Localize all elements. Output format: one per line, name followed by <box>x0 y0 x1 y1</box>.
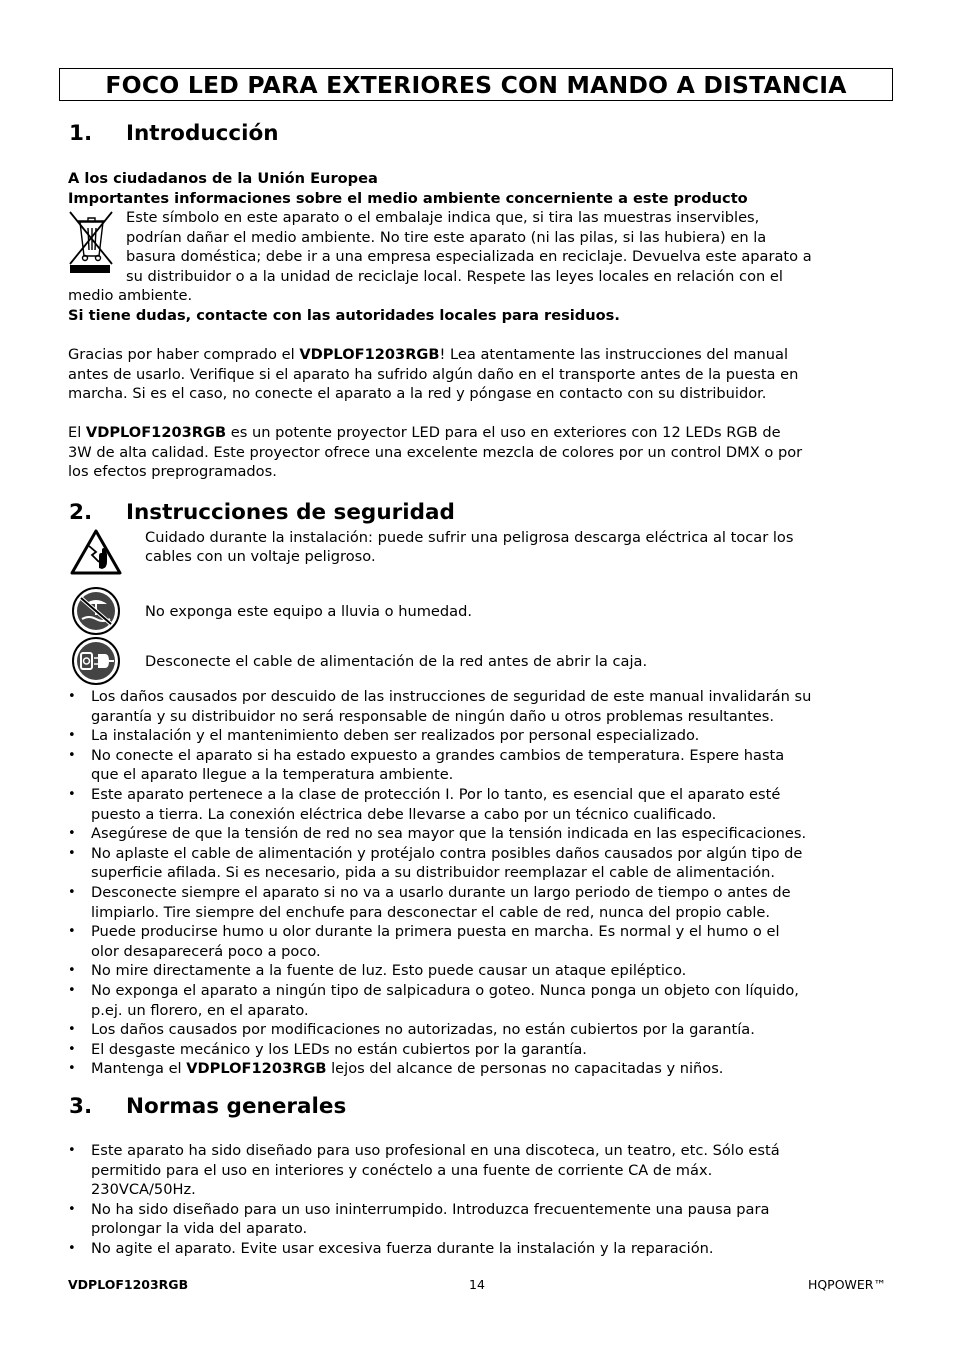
weee-line: podrían dañar el medio ambiente. No tire este aparato (ni las pilas, si las hubiera) en la <box>126 229 767 246</box>
list-item: • No aplaste el cable de alimentación y protéjalo contra posibles daños causados por algún tipo de superficie afilada. Si es necesario, pida a su distribuidor reemplazar el cable de alimentación. <box>68 844 898 883</box>
description-line-2: 3W de alta calidad. Este proyector ofrece una excelente mezcla de colores por un control DMX o por <box>68 444 803 461</box>
thanks-line-1: Gracias por haber comprado el VDPLOF1203RGB! Lea atentamente las instrucciones del manual <box>68 346 789 363</box>
weee-line: su distribuidor o a la unidad de reciclaje local. Respete las leyes locales en relación con el <box>126 268 783 285</box>
list-item: • Asegúrese de que la tensión de red no sea mayor que la tensión indicada en las especificaciones. <box>68 824 898 844</box>
list-item: • No exponga el aparato a ningún tipo de salpicadura o goteo. Nunca ponga un objeto con líquido, p.ej. un florero, en el aparato. <box>68 981 898 1020</box>
thanks-line-3: marcha. Si es el caso, no conecte el aparato a la red y póngase en contacto con su distribuidor. <box>68 385 767 402</box>
warning-text: Cuidado durante la instalación: puede sufrir una peligrosa descarga eléctrica al tocar los <box>145 529 794 546</box>
list-item: • Desconecte siempre el aparato si no va a usarlo durante un largo periodo de tiempo o antes de limpiarlo. Tire siempre del enchufe para desconectar el cable de red, nunca del propio cable. <box>68 883 898 922</box>
model-name: VDPLOF1203RGB <box>299 346 440 363</box>
description-line-1: El VDPLOF1203RGB es un potente proyector LED para el uso en exteriores con 12 LEDs RGB de <box>68 424 781 441</box>
general-bullet-list <box>68 1141 898 1259</box>
no-rain-icon <box>70 586 122 636</box>
eu-heading: A los ciudadanos de la Unión Europea <box>68 170 378 187</box>
model-name: VDPLOF1203RGB <box>85 424 227 441</box>
weee-line: basura doméstica; debe ir a una empresa especializada en reciclaje. Devuelva este aparato a <box>126 248 812 265</box>
description-line-3: los efectos preprogramados. <box>68 463 277 480</box>
warning-text: cables con un voltaje peligroso. <box>145 548 376 565</box>
list-item: • El desgaste mecánico y los LEDs no están cubiertos por la garantía. <box>68 1040 898 1060</box>
page-number: 14 <box>469 1277 485 1292</box>
list-item: • No conecte el aparato si ha estado expuesto a grandes cambios de temperatura. Espere hasta que el aparato llegue a la temperatura ambiente. <box>68 746 898 785</box>
list-item: • Puede producirse humo u olor durante la primera puesta en marcha. Es normal y el humo o el olor desaparecerá poco a poco. <box>68 922 898 961</box>
weee-line: Este símbolo en este aparato o el embalaje indica que, si tira las muestras inservibles, <box>126 209 760 226</box>
list-item: • Este aparato pertenece a la clase de protección I. Por lo tanto, es esencial que el aparato esté puesto a tierra. La conexión eléctrica debe llevarse a cabo por un técnico cualificado. <box>68 785 898 824</box>
thanks-line-2: antes de usarlo. Verifique si el aparato ha sufrido algún daño en el transporte antes de la puesta en <box>68 366 799 383</box>
section-number: 2. <box>69 500 93 525</box>
section-3-heading <box>69 1094 346 1119</box>
env-heading: Importantes informaciones sobre el medio ambiente concerniente a este producto <box>68 190 748 207</box>
list-item: • No mire directamente a la fuente de luz. Esto puede causar un ataque epiléptico. <box>68 961 898 981</box>
list-item: • Mantenga el VDPLOF1203RGB lejos del alcance de personas no capacitadas y niños. <box>68 1059 898 1079</box>
section-1-heading <box>69 121 279 146</box>
list-item: • La instalación y el mantenimiento deben ser realizados por personal especializado. <box>68 726 898 746</box>
list-item: • Los daños causados por descuido de las instrucciones de seguridad de este manual invalidarán su garantía y su distribuidor no será responsable de ningún daño u otros problemas resultantes. <box>68 687 898 726</box>
weee-bin-icon <box>68 210 114 276</box>
warning-text: No exponga este equipo a lluvia o humedad. <box>145 603 473 620</box>
warning-text: Desconecte el cable de alimentación de la red antes de abrir la caja. <box>145 653 648 670</box>
section-number: 3. <box>69 1094 93 1119</box>
title-box <box>59 68 893 101</box>
section-title: Normas generales <box>126 1094 347 1119</box>
section-number: 1. <box>69 121 93 146</box>
model-name: VDPLOF1203RGB <box>186 1060 327 1078</box>
section-title: Introducción <box>126 121 279 146</box>
section-2-heading <box>69 500 455 525</box>
safety-bullet-list <box>68 687 898 1079</box>
footer-brand: HQPOWER™ <box>807 1277 886 1292</box>
list-item: • Los daños causados por modificaciones no autorizadas, no están cubiertos por la garantía. <box>68 1020 898 1040</box>
section-title: Instrucciones de seguridad <box>126 500 455 525</box>
list-item: • No ha sido diseñado para un uso ininterrumpido. Introduzca frecuentemente una pausa para prolongar la vida del aparato. <box>68 1200 898 1239</box>
list-item: • No agite el aparato. Evite usar excesiva fuerza durante la instalación y la reparación. <box>68 1239 898 1259</box>
electric-shock-warning-icon <box>69 528 123 576</box>
list-item: • Este aparato ha sido diseñado para uso profesional en una discoteca, un teatro, etc. Sólo está permitido para el uso en interiores y conéctelo a una fuente de corriente CA de máx. 230VCA/50Hz. <box>68 1141 898 1200</box>
unplug-icon <box>70 636 122 686</box>
weee-line: medio ambiente. <box>68 287 193 304</box>
document-title: FOCO LED PARA EXTERIORES CON MANDO A DISTANCIA <box>105 70 847 99</box>
footer-model: VDPLOF1203RGB <box>68 1277 189 1292</box>
doubts-note: Si tiene dudas, contacte con las autoridades locales para residuos. <box>68 307 620 324</box>
